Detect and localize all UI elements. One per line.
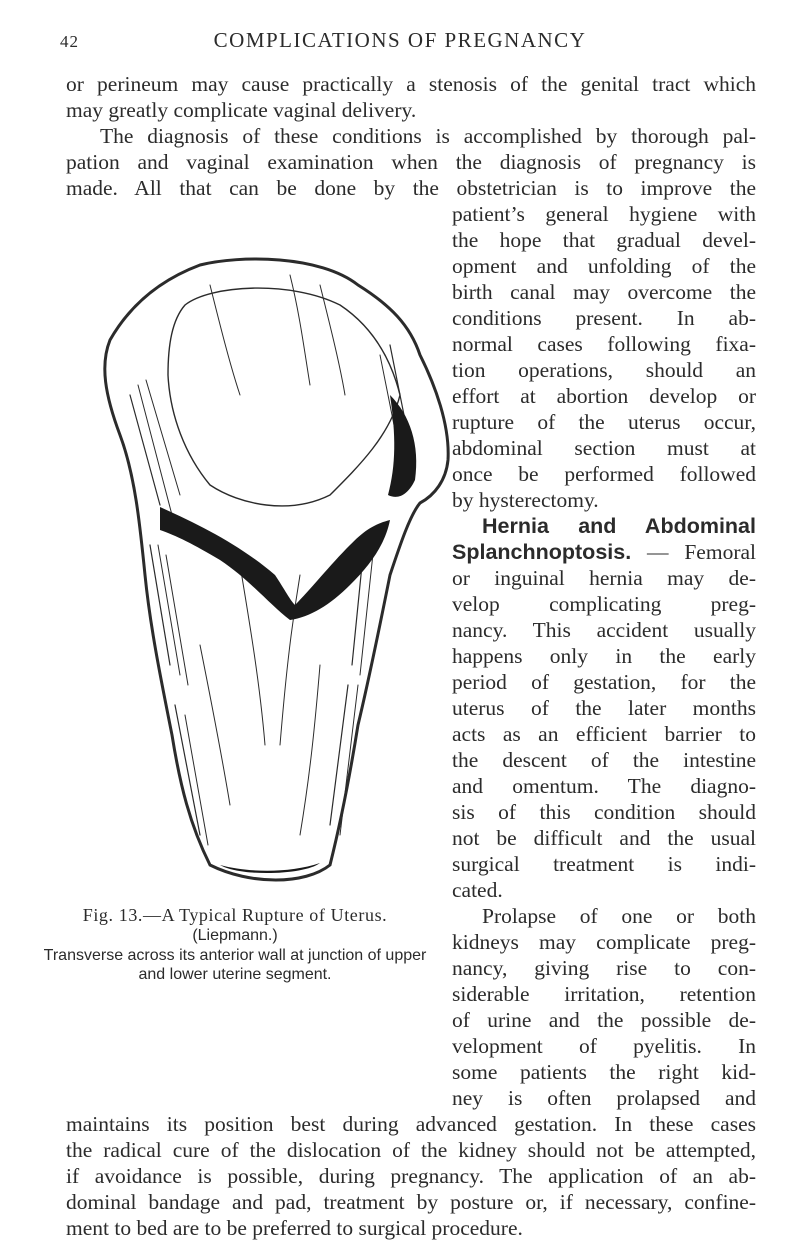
column-line-text: — Femoral bbox=[631, 540, 756, 564]
column-line: ney is often prolapsed and bbox=[452, 1086, 756, 1110]
column-line: of urine and the possible de- bbox=[452, 1008, 756, 1032]
column-line: or inguinal hernia may de- bbox=[452, 566, 756, 590]
column-line: some patients the right kid- bbox=[452, 1060, 756, 1084]
column-line: nancy, giving rise to con- bbox=[452, 956, 756, 980]
figure-caption-description: and lower uterine segment. bbox=[138, 966, 332, 983]
column-line: abdominal section must at bbox=[452, 436, 756, 460]
column-line: velop complicating preg- bbox=[452, 592, 756, 616]
column-line: opment and unfolding of the bbox=[452, 254, 756, 278]
column-line: conditions present. In ab- bbox=[452, 306, 756, 330]
column-line: the hope that gradual devel- bbox=[452, 228, 756, 252]
running-head: COMPLICATIONS OF PREGNANCY bbox=[213, 28, 587, 52]
figure-caption-author: (Liepmann.) bbox=[192, 927, 278, 944]
column-line: period of gestation, for the bbox=[452, 670, 756, 694]
figure-caption-title: Fig. 13.—A Typical Rupture of Uterus. bbox=[82, 905, 388, 925]
figure-caption-description: Transverse across its anterior wall at junction of upper bbox=[43, 947, 427, 964]
column-line: birth canal may overcome the bbox=[452, 280, 756, 304]
column-line: tion operations, should an bbox=[452, 358, 756, 382]
column-line: cated. bbox=[452, 878, 503, 902]
column-line: patient’s general hygiene with bbox=[452, 202, 756, 226]
section-heading: Hernia and Abdominal bbox=[482, 514, 756, 538]
body-line: if avoidance is possible, during pregnancy. The application of an ab- bbox=[66, 1164, 756, 1188]
body-line: made. All that can be done by the obstetrician is to improve the bbox=[66, 176, 756, 200]
body-line: pation and vaginal examination when the diagnosis of pregnancy is bbox=[66, 150, 756, 174]
uterus-rupture-illustration bbox=[90, 245, 452, 895]
column-line: rupture of the uterus occur, bbox=[452, 410, 756, 434]
column-line: effort at abortion develop or bbox=[452, 384, 756, 408]
page-number: 42 bbox=[60, 32, 79, 51]
column-line: sis of this condition should bbox=[452, 800, 756, 824]
body-line: dominal bandage and pad, treatment by posture or, if necessary, confine- bbox=[66, 1190, 756, 1214]
column-line: and omentum. The diagno- bbox=[452, 774, 756, 798]
body-line: may greatly complicate vaginal delivery. bbox=[66, 98, 417, 122]
column-line: siderable irritation, retention bbox=[452, 982, 756, 1006]
column-line: Prolapse of one or both bbox=[482, 904, 756, 928]
column-line: once be performed followed bbox=[452, 462, 756, 486]
body-line: the radical cure of the dislocation of the kidney should not be attempted, bbox=[66, 1138, 756, 1162]
body-line: The diagnosis of these conditions is accomplished by thorough pal- bbox=[100, 124, 756, 148]
column-line: nancy. This accident usually bbox=[452, 618, 756, 642]
column-line: kidneys may complicate preg- bbox=[452, 930, 756, 954]
column-line: normal cases following fixa- bbox=[452, 332, 756, 356]
body-line: or perineum may cause practically a stenosis of the genital tract which bbox=[66, 72, 756, 96]
column-line: acts as an efficient barrier to bbox=[452, 722, 756, 746]
column-line: not be difficult and the usual bbox=[452, 826, 756, 850]
column-line: happens only in the early bbox=[452, 644, 756, 668]
column-line bbox=[452, 542, 756, 564]
body-line: maintains its position best during advanced gestation. In these cases bbox=[66, 1112, 756, 1136]
column-line: by hysterectomy. bbox=[452, 488, 599, 512]
body-line: ment to bed are to be preferred to surgical procedure. bbox=[66, 1216, 523, 1240]
section-heading: Splanchnoptosis. bbox=[452, 540, 632, 564]
column-line: velopment of pyelitis. In bbox=[452, 1034, 756, 1058]
column-line: uterus of the later months bbox=[452, 696, 756, 720]
column-line: surgical treatment is indi- bbox=[452, 852, 756, 876]
column-line: the descent of the intestine bbox=[452, 748, 756, 772]
